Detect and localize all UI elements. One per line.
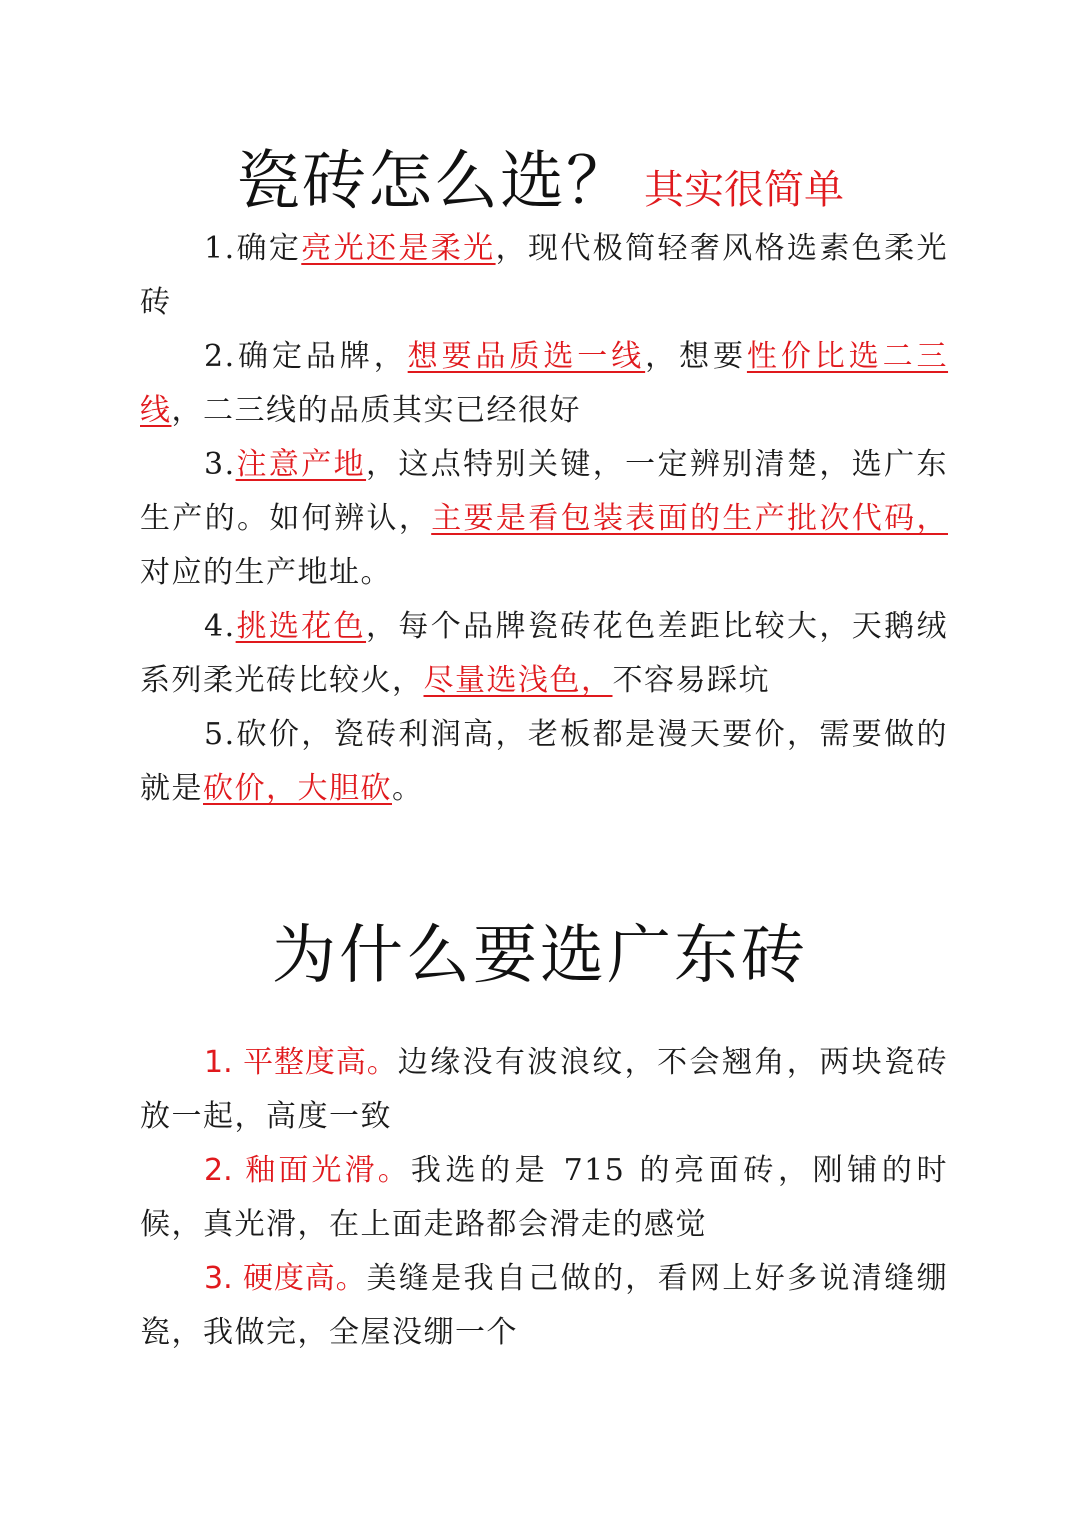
section-title: 为什么要选广东砖 — [272, 919, 808, 993]
reason-item-3 — [140, 1252, 948, 1360]
tip-text: 确定品牌， — [235, 339, 408, 374]
page-title-row — [0, 130, 1080, 222]
reason-lead: 3. 硬度高。 — [204, 1261, 367, 1296]
tip-highlight: 想要品质选一线 — [407, 339, 646, 374]
reason-lead: 1. 平整度高。 — [204, 1045, 398, 1080]
tip-number: 1. — [204, 231, 236, 266]
tip-text: ，这点特别关键，一定辨别清楚，选广东生产的。如何辨认， — [140, 447, 949, 536]
tips-section — [140, 222, 948, 816]
tip-item-1 — [140, 222, 948, 330]
page-title: 瓷砖怎么选？ — [236, 145, 632, 219]
tip-text: 对应的生产地址。 — [140, 555, 392, 590]
reasons-section — [140, 1036, 948, 1360]
tip-highlight: 注意产地 — [235, 447, 367, 482]
tip-item-3 — [140, 438, 948, 600]
tip-highlight: 性价比选二三线 — [140, 339, 949, 428]
tip-number: 2. — [204, 339, 236, 374]
tip-text: ，二三线的品质其实已经很好 — [171, 393, 581, 428]
tip-item-2 — [140, 330, 948, 438]
tip-number: 3. — [204, 447, 236, 482]
tip-text: 确定 — [235, 231, 302, 266]
reason-text: 美缝是我自己做的，看网上好多说清缝绷瓷，我做完，全屋没绷一个 — [140, 1261, 949, 1350]
tip-text: ，想要 — [645, 339, 747, 374]
tip-number: 5. — [204, 717, 236, 752]
tip-text: ，每个品牌瓷砖花色差距比较大，天鹅绒系列柔光砖比较火， — [140, 609, 949, 698]
tip-number: 4. — [204, 609, 236, 644]
tip-item-5 — [140, 708, 948, 816]
reason-lead: 2. 釉面光滑。 — [204, 1153, 411, 1188]
tip-text: 。 — [392, 771, 424, 806]
reason-item-2 — [140, 1144, 948, 1252]
tip-highlight: 亮光还是柔光 — [301, 231, 496, 266]
page-subtitle: 其实很简单 — [644, 167, 844, 213]
reason-text: 边缘没有波浪纹，不会翘角，两块瓷砖放一起，高度一致 — [140, 1045, 948, 1134]
tip-text: 不容易踩坑 — [612, 663, 770, 698]
reason-item-1 — [140, 1036, 948, 1144]
tip-item-4 — [140, 600, 948, 708]
reason-text: 我选的是 715 的亮面砖，刚铺的时候，真光滑，在上面走路都会滑走的感觉 — [140, 1153, 948, 1242]
tip-text: ，现代极简轻奢风格选素色柔光砖 — [140, 231, 949, 320]
tip-highlight: 砍价，大胆砍 — [203, 771, 392, 806]
tip-highlight: 尽量选浅色， — [423, 663, 613, 698]
tip-highlight: 挑选花色 — [235, 609, 367, 644]
tip-text: 砍价，瓷砖利润高，老板都是漫天要价，需要做的就是 — [140, 717, 948, 806]
tip-highlight: 主要是看包装表面的生产批次代码， — [431, 501, 948, 536]
